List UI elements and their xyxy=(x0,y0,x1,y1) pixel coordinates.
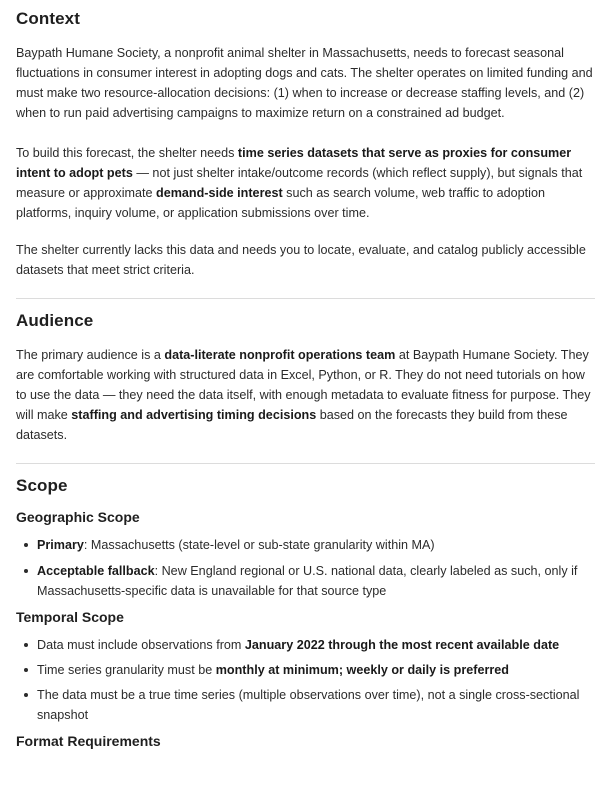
list-item: The data must be a true time series (multiple observations over time), not a single cross-sectional snapshot xyxy=(16,685,595,725)
list-item: Primary: Massachusetts (state-level or sub-state granularity within MA) xyxy=(16,535,595,555)
list-item: Acceptable fallback: New England regional or U.S. national data, clearly labeled as such, only if Massachusetts-specific data is unavailable for that source type xyxy=(16,561,595,601)
temporal-scope-list xyxy=(16,635,595,725)
context-paragraph-1: Baypath Humane Society, a nonprofit animal shelter in Massachusetts, needs to forecast seasonal fluctuations in consumer interest in adopting dogs and cats. The shelter operates on limited funding and must make two resource-allocation decisions: (1) when to increase or decrease staffing levels, and (2) when to run paid advertising campaigns to maximize return on a constrained ad budget. xyxy=(16,46,593,120)
section-divider xyxy=(16,298,595,299)
list-item: Data must include observations from January 2022 through the most recent available date xyxy=(16,635,595,655)
document xyxy=(0,9,610,749)
context-heading: Context xyxy=(16,9,80,28)
audience-heading: Audience xyxy=(16,311,94,330)
format-requirements-heading: Format Requirements xyxy=(16,733,161,749)
geographic-scope-list xyxy=(16,535,595,601)
geographic-scope-heading: Geographic Scope xyxy=(16,509,140,525)
list-item: Time series granularity must be monthly at minimum; weekly or daily is preferred xyxy=(16,660,595,680)
audience-paragraph: The primary audience is a data-literate nonprofit operations team at Baypath Humane Society. They are comfortable working with structured data in Excel, Python, or R. They do not need tutorials on how to use the data — they need the data itself, with enough metadata to evaluate fitness for purpose. They will make staffing and advertising timing decisions based on the forecasts they build from these datasets. xyxy=(16,348,591,442)
scope-heading: Scope xyxy=(16,476,68,495)
temporal-scope-heading: Temporal Scope xyxy=(16,609,124,625)
section-divider xyxy=(16,463,595,464)
context-paragraph-2: To build this forecast, the shelter needs time series datasets that serve as proxies for consumer intent to adopt pets — not just shelter intake/outcome records (which reflect supply), but signals that measure or approximate demand-side interest such as search volume, web traffic to adoption platforms, inquiry volume, or application submissions over time. xyxy=(16,146,583,220)
context-paragraph-3: The shelter currently lacks this data and needs you to locate, evaluate, and catalog publicly accessible datasets that meet strict criteria. xyxy=(16,243,586,277)
